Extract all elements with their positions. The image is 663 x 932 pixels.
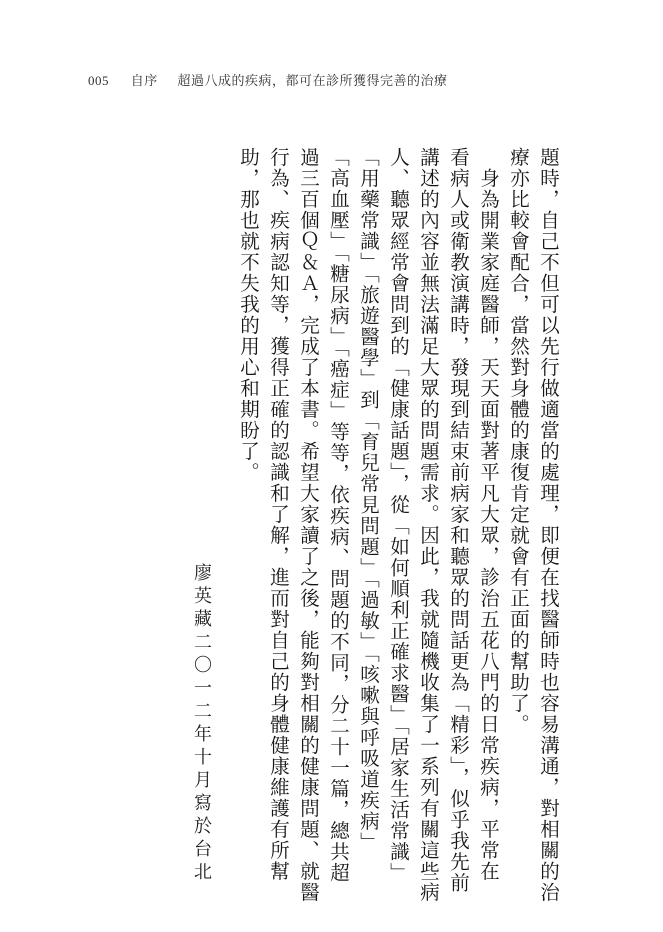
text-column: 過三百個Ｑ＆Ａ，完成了本書。希望大家讀了之後，能夠對相關的健康問題、就醫 [297, 147, 320, 903]
text-column: 講述的內容並無法滿足大眾的問題需求。因此，我就隨機收集了一系列有關這些病 [417, 147, 440, 903]
text-column: 人、聽眾經常會問到的「健康話題」，從「如何順利正確求醫」「居家生活常識」 [387, 147, 410, 884]
text-column: 題時，自己不但可以先行做適當的處理，即便在找醫師時也容易溝通，對相關的治 [537, 147, 560, 903]
body-text [233, 147, 563, 903]
text-column: 行為、疾病認知等，獲得正確的認識和了解，進而對自己的身體健康維護有所幫 [267, 147, 290, 882]
author-signature: 廖英藏二〇一二年十月寫於台北 [191, 563, 212, 885]
text-column: 「用藥常識」「旅遊醫學」到「育兒常見問題」「過敏」「咳嗽與呼吸道疾病」 [357, 147, 380, 853]
text-column: 身為開業家庭醫師，天天面對著平凡大眾，診治五花八門的日常疾病，平常在 [477, 147, 500, 882]
text-column: 看病人或衛教演講時，發現到結束前病家和聽眾的問話更為「精彩」，似乎我先前 [447, 147, 470, 894]
page-number: 005 [88, 73, 109, 88]
running-header [88, 70, 448, 89]
chapter-title: 超過八成的疾病，都可在診所獲得完善的治療 [177, 73, 448, 88]
text-column: 「高血壓」「糖尿病」「癌症」等等，依疾病、問題的不同，分二十一篇，總共超 [327, 147, 350, 884]
section-label: 自序 [130, 73, 158, 88]
text-column: 療亦比較會配合，當然對身體的康復肯定就會有正面的幫助了。 [507, 147, 530, 735]
text-column: 助，那也就不失我的用心和期盼了。 [237, 147, 260, 483]
